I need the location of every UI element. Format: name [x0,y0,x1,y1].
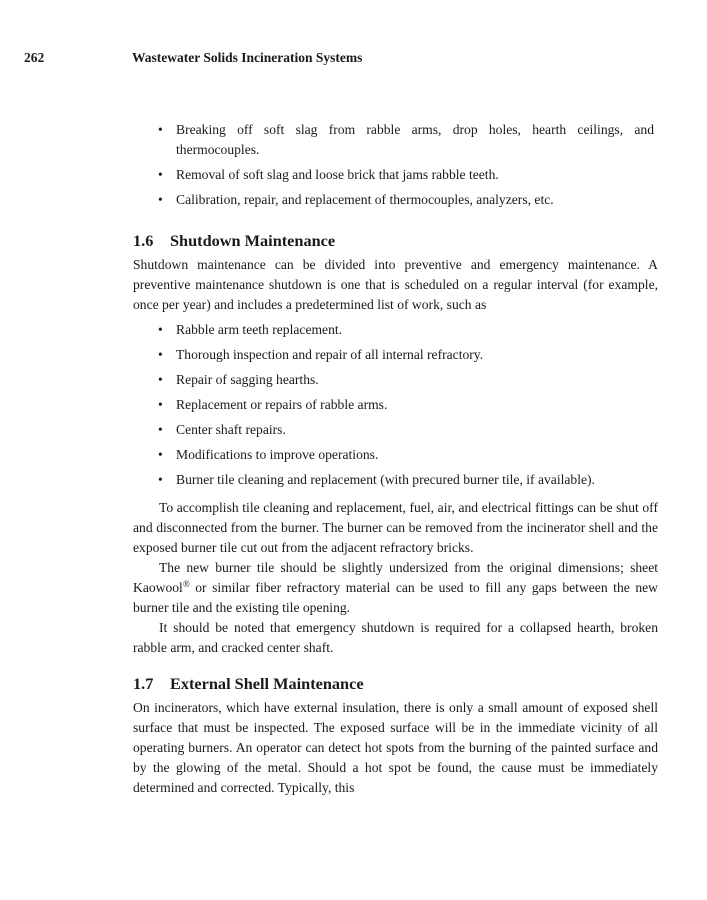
list-item [133,370,658,390]
list-item-text: Removal of soft slag and loose brick that jams rabble teeth. [176,167,499,182]
list-item [133,120,658,160]
list-item-text: Thorough inspection and repair of all internal refractory. [176,347,484,362]
list-item [133,445,658,465]
section-title: Shutdown Maintenance [170,231,336,250]
bullet-icon: • [158,167,163,182]
paragraph-tile-cleaning: To accomplish tile cleaning and replacement, fuel, air, and electrical fittings can be shut off and disconnected from the burner. The burner can be removed from the incinerator shell and the exposed burner tile cut out from the adjacent refractory bricks. [133,500,658,555]
section-title: External Shell Maintenance [170,674,364,693]
page-body [133,120,658,798]
bullet-icon: • [158,472,163,487]
page-number: 262 [24,50,45,65]
list-item [133,420,658,440]
bullet-list-top [133,120,658,210]
running-title: Wastewater Solids Incineration Systems [132,50,363,65]
list-item [133,165,658,185]
list-item-text: Replacement or repairs of rabble arms. [176,397,388,412]
bullet-icon: • [158,422,163,437]
list-item-text: Rabble arm teeth replacement. [176,322,343,337]
bullet-icon: • [158,397,163,412]
list-item [133,320,658,340]
bullet-icon: • [158,447,163,462]
list-item-text: Repair of sagging hearths. [176,372,319,387]
list-item-text: Calibration, repair, and replacement of thermocouples, analyzers, etc. [176,192,554,207]
paragraph-emergency-shutdown: It should be noted that emergency shutdown is required for a collapsed hearth, broken rabble arm, and cracked center shaft. [133,620,658,655]
section-number: 1.7 [133,674,154,693]
bullet-list-shutdown-work [133,320,658,490]
list-item [133,395,658,415]
paragraph-external-shell: On incinerators, which have external insulation, there is only a small amount of exposed shell surface that must be inspected. The exposed surface will be in the immediate vicinity of all operating burners. An operator can detect hot spots from the burning of the painted surface and by the glowing of the metal. Should a hot spot be found, the cause must be immediately determined and corrected. Typically, this [133,700,658,795]
list-item-text: Breaking off soft slag from rabble arms, drop holes, hearth ceilings, and thermocouples. [176,122,654,157]
bullet-icon: • [158,322,163,337]
paragraph-new-burner-tile [133,558,658,618]
list-item-text: Burner tile cleaning and replacement (with precured burner tile, if available). [176,472,595,487]
list-item [133,470,658,490]
paragraph-text: The new burner tile should be slightly undersized from the original dimensions; sheet Kaowool [133,560,658,595]
bullet-icon: • [158,192,163,207]
bullet-icon: • [158,347,163,362]
list-item [133,190,658,210]
section-heading-shutdown-maintenance [133,230,658,252]
registered-mark: ® [182,579,190,589]
list-item-text: Center shaft repairs. [176,422,286,437]
bullet-icon: • [158,122,163,137]
section-number: 1.6 [133,231,154,250]
running-header [24,49,684,67]
paragraph-shutdown-intro: Shutdown maintenance can be divided into preventive and emergency maintenance. A preventive maintenance shutdown is one that is scheduled on a regular interval (for example, once per year) and includes a predetermined list of work, such as [133,257,658,312]
list-item-text: Modifications to improve operations. [176,447,379,462]
paragraph-text: or similar fiber refractory material can be used to fill any gaps between the new burner tile and the existing tile opening. [133,580,658,615]
list-item [133,345,658,365]
section-heading-external-shell-maintenance [133,673,658,695]
bullet-icon: • [158,372,163,387]
